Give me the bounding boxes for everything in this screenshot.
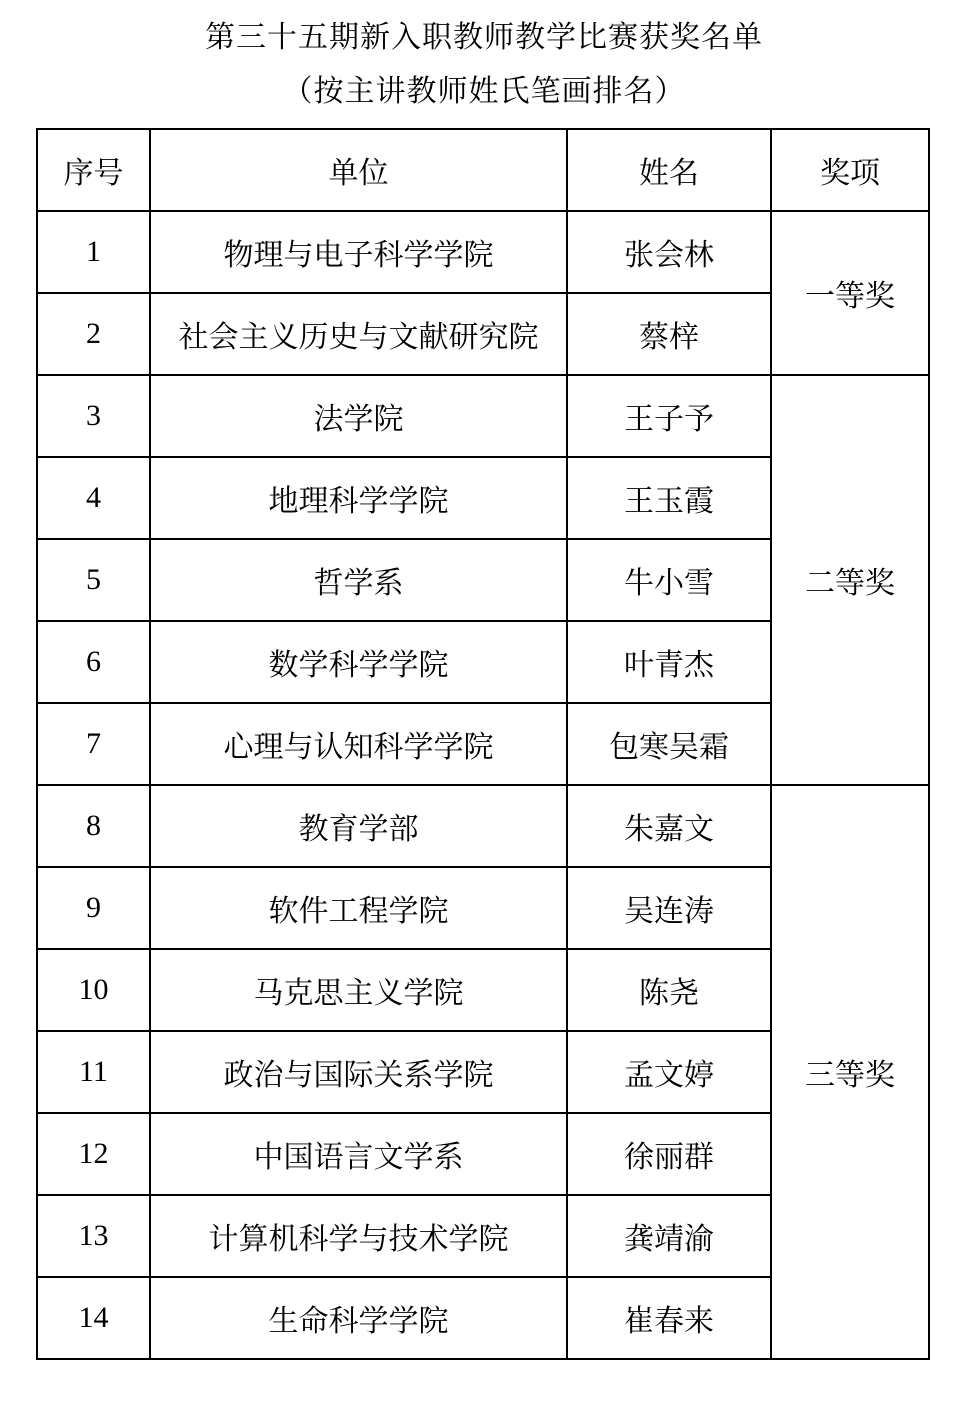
award-third: 三等奖	[771, 785, 929, 1359]
row-name: 叶青杰	[567, 621, 771, 703]
row-name: 牛小雪	[567, 539, 771, 621]
row-unit: 社会主义历史与文献研究院	[150, 293, 567, 375]
page-subtitle: （按主讲教师姓氏笔画排名）	[282, 74, 686, 109]
row-unit: 计算机科学与技术学院	[150, 1195, 567, 1277]
row-unit: 马克思主义学院	[150, 949, 567, 1031]
award-second: 二等奖	[771, 375, 929, 785]
row-index: 14	[37, 1277, 150, 1359]
row-unit: 物理与电子科学学院	[150, 211, 567, 293]
row-name: 包寒吴霜	[567, 703, 771, 785]
row-unit: 法学院	[150, 375, 567, 457]
row-unit: 政治与国际关系学院	[150, 1031, 567, 1113]
row-unit: 生命科学学院	[150, 1277, 567, 1359]
row-index: 13	[37, 1195, 150, 1277]
row-name: 蔡梓	[567, 293, 771, 375]
row-name: 张会林	[567, 211, 771, 293]
row-index: 3	[37, 375, 150, 457]
row-unit: 心理与认知科学学院	[150, 703, 567, 785]
row-index: 5	[37, 539, 150, 621]
header-award: 奖项	[771, 129, 929, 211]
row-index: 1	[37, 211, 150, 293]
award-table	[36, 128, 930, 1360]
row-unit: 教育学部	[150, 785, 567, 867]
row-index: 4	[37, 457, 150, 539]
row-name: 吴连涛	[567, 867, 771, 949]
header-unit: 单位	[150, 129, 567, 211]
row-unit: 中国语言文学系	[150, 1113, 567, 1195]
row-name: 崔春来	[567, 1277, 771, 1359]
header-name: 姓名	[567, 129, 771, 211]
row-name: 王玉霞	[567, 457, 771, 539]
row-name: 王子予	[567, 375, 771, 457]
row-unit: 软件工程学院	[150, 867, 567, 949]
row-index: 10	[37, 949, 150, 1031]
row-unit: 地理科学学院	[150, 457, 567, 539]
table-row	[37, 785, 929, 867]
row-name: 陈尧	[567, 949, 771, 1031]
row-name: 龚靖渝	[567, 1195, 771, 1277]
row-index: 11	[37, 1031, 150, 1113]
row-unit: 哲学系	[150, 539, 567, 621]
row-index: 2	[37, 293, 150, 375]
row-index: 8	[37, 785, 150, 867]
table-header-row	[37, 129, 929, 211]
page-title: 第三十五期新入职教师教学比赛获奖名单	[205, 20, 763, 55]
table-row	[37, 211, 929, 293]
row-index: 7	[37, 703, 150, 785]
row-name: 徐丽群	[567, 1113, 771, 1195]
row-name: 朱嘉文	[567, 785, 771, 867]
table-row	[37, 375, 929, 457]
row-index: 9	[37, 867, 150, 949]
row-unit: 数学科学学院	[150, 621, 567, 703]
row-index: 6	[37, 621, 150, 703]
award-first: 一等奖	[771, 211, 929, 375]
row-name: 孟文婷	[567, 1031, 771, 1113]
header-index: 序号	[37, 129, 150, 211]
row-index: 12	[37, 1113, 150, 1195]
